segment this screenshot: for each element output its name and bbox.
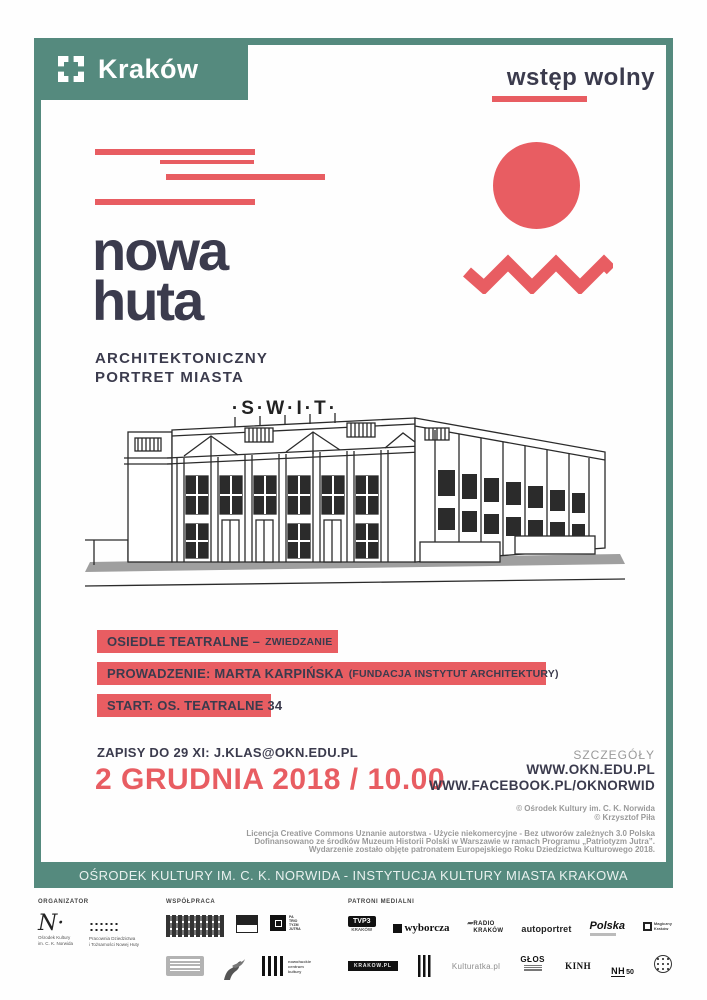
logo-polska [590, 920, 625, 936]
dots-pattern-icon [89, 921, 119, 933]
glos-lines-icon [524, 964, 542, 971]
norwid-name-line-2: im. C. K. Norwida [38, 940, 74, 946]
round-dots-logo-icon [654, 955, 672, 973]
copyright-line-1: © Ośrodek Kultury im. C. K. Norwida [516, 804, 655, 813]
subtitle-line-2: PORTRET MIASTA [95, 369, 245, 386]
logo-glos [520, 955, 545, 971]
info-bar-guide [97, 662, 559, 685]
logo-krakow-pl: KRAKOW.PL [348, 961, 398, 971]
title-word-1: nowa [92, 219, 228, 282]
museum-flag-icon [236, 915, 258, 933]
wyborcza-square-icon [393, 924, 402, 933]
website-url: WWW.OKN.EDU.PL [526, 762, 655, 777]
pegasus-logo-icon [218, 956, 248, 984]
info-bar-guide-main: PROWADZENIE: MARTA KARPIŃSKA [107, 666, 344, 681]
info-bar-start-main: START: OS. TEATRALNE 34 [107, 698, 283, 713]
magiczny-line-1: Magiczny [653, 921, 672, 926]
organizer-logos [38, 913, 139, 947]
institution-bar [34, 862, 673, 888]
institution-bar-text: OŚRODEK KULTURY IM. C. K. NORWIDA - INSTYTUCJA KULTURY MIASTA KRAKOWA [79, 867, 628, 883]
free-entry-underline [492, 96, 587, 102]
license-block [246, 830, 655, 854]
patriotyzm-jutra-text: PA TRIO TYZM JUTRA [289, 915, 301, 931]
deco-red-line-1 [95, 149, 255, 155]
logo-tvp3-krakow [348, 916, 376, 933]
logo-pracownia-dziedzictwa [89, 913, 139, 947]
logo-wyborcza [393, 922, 449, 934]
nck-line-1: nowohuckie [288, 958, 312, 964]
media-patron-logos-row-2 [348, 955, 672, 979]
title-word-2: huta [92, 269, 203, 332]
info-bar-tour-main: OSIEDLE TEATRALNE – [107, 634, 261, 649]
polska-subtitle-bar [590, 933, 616, 936]
deco-red-line-3 [166, 174, 325, 180]
free-entry-text: wstęp wolny [506, 64, 655, 91]
signup-text: ZAPISY DO 29 XI: J.KLAS@OKN.EDU.PL [97, 745, 359, 760]
krakow-logo-text: Kraków [98, 53, 199, 84]
license-line-3: Wydarzenie zostało objęte patronatem Europejskiego Roku Dziedzictwa Kulturowego 2018. [308, 845, 655, 854]
details-block [429, 748, 655, 794]
nh50-main: NH [611, 966, 626, 976]
media-patrons-label: PATRONI MEDIALNI [348, 899, 415, 905]
event-date: 2 GRUDNIA 2018 / 10.00 [95, 763, 446, 796]
glos-text: GŁOS [520, 955, 545, 964]
details-label: SZCZEGÓŁY [573, 748, 655, 762]
polska-text: Polska [589, 920, 625, 932]
tvp3-badge: TVP3 [348, 916, 376, 927]
cooperation-label: WSPÓŁPRACA [166, 899, 216, 905]
poster-title [92, 219, 228, 332]
nh50-sub: 50 [626, 969, 634, 976]
norwid-name-line-1: Ośrodek Kultury [38, 935, 71, 940]
deco-red-circle [493, 142, 580, 229]
logo-patriotyzm-jutra [270, 915, 301, 931]
mosaic-logo-icon [166, 915, 224, 937]
nck-line-2: centrum [288, 963, 304, 969]
logo-magiczny-krakow [643, 922, 672, 931]
wyborcza-text: wyborcza [404, 922, 450, 934]
logo-norwid-culture-centre [38, 913, 73, 947]
krakow-city-icon [58, 56, 84, 82]
deco-red-zigzag [463, 250, 613, 294]
info-bar-tour-sub: ZWIEDZANIE [265, 635, 333, 648]
building-sign-swit: ·S·W·I·T· [231, 400, 339, 419]
poster-subtitle [95, 349, 268, 387]
nck-bars-icon [262, 956, 284, 976]
logo-kinh: KINH [565, 961, 592, 971]
facebook-url: WWW.FACEBOOK.PL/OKNORWID [429, 778, 655, 793]
norwid-signature-icon: N· [38, 911, 65, 936]
krakow-logo [34, 38, 248, 100]
deco-red-line-2 [160, 160, 254, 164]
tvp3-city: KRAKÓW [351, 927, 373, 932]
magiczny-krakow-icon [643, 922, 652, 931]
deco-red-line-4 [95, 199, 255, 205]
logo-nh50 [611, 961, 634, 979]
pracownia-name-line-1: Pracownia Dziedzictwa [89, 936, 136, 941]
stripes-logo-icon [418, 955, 432, 977]
copyright-line-2: © Krzysztof Piła [594, 813, 655, 822]
patriotyzm-jutra-icon [270, 915, 286, 931]
radio-slashes-icon: ⁗ [467, 921, 474, 931]
logo-nck [262, 956, 311, 976]
magiczny-line-2: Kraków [653, 925, 669, 931]
grant-box-logo [166, 956, 204, 976]
info-bar-start [97, 694, 283, 717]
building-illustration [85, 400, 625, 600]
radio-line-2: KRAKÓW [473, 927, 504, 934]
license-line-2: Dofinansowano ze środków Muzeum Historii Polski w Warszawie w ramach Programu „Patriotyzm Jutra”. [254, 837, 655, 846]
copyright-block [516, 804, 655, 822]
nck-line-3: kultury [288, 968, 302, 974]
logo-radio-krakow [467, 921, 503, 934]
radio-line-1: RADIO [473, 921, 495, 927]
subtitle-line-1: ARCHITEKTONICZNY [95, 350, 269, 367]
logo-kulturatka: Kulturatka.pl [451, 962, 501, 971]
cooperation-logos-row-2 [166, 956, 311, 984]
cooperation-logos-row-1 [166, 915, 301, 937]
info-bar-guide-sub: (FUNDACJA INSTYTUT ARCHITEKTURY) [348, 667, 559, 680]
logo-autoportret: autoportret [521, 924, 572, 934]
organizer-label: ORGANIZATOR [38, 899, 89, 905]
media-patron-logos-row-1 [348, 916, 672, 936]
pracownia-name-line-2: i Tożsamości Nowej Huty [89, 941, 139, 947]
info-bar-tour [97, 630, 338, 653]
license-line-1: Licencja Creative Commons Uznanie autorstwa - Użycie niekomercyjne - Bez utworów zależnych 3.0 Polska [246, 829, 655, 838]
